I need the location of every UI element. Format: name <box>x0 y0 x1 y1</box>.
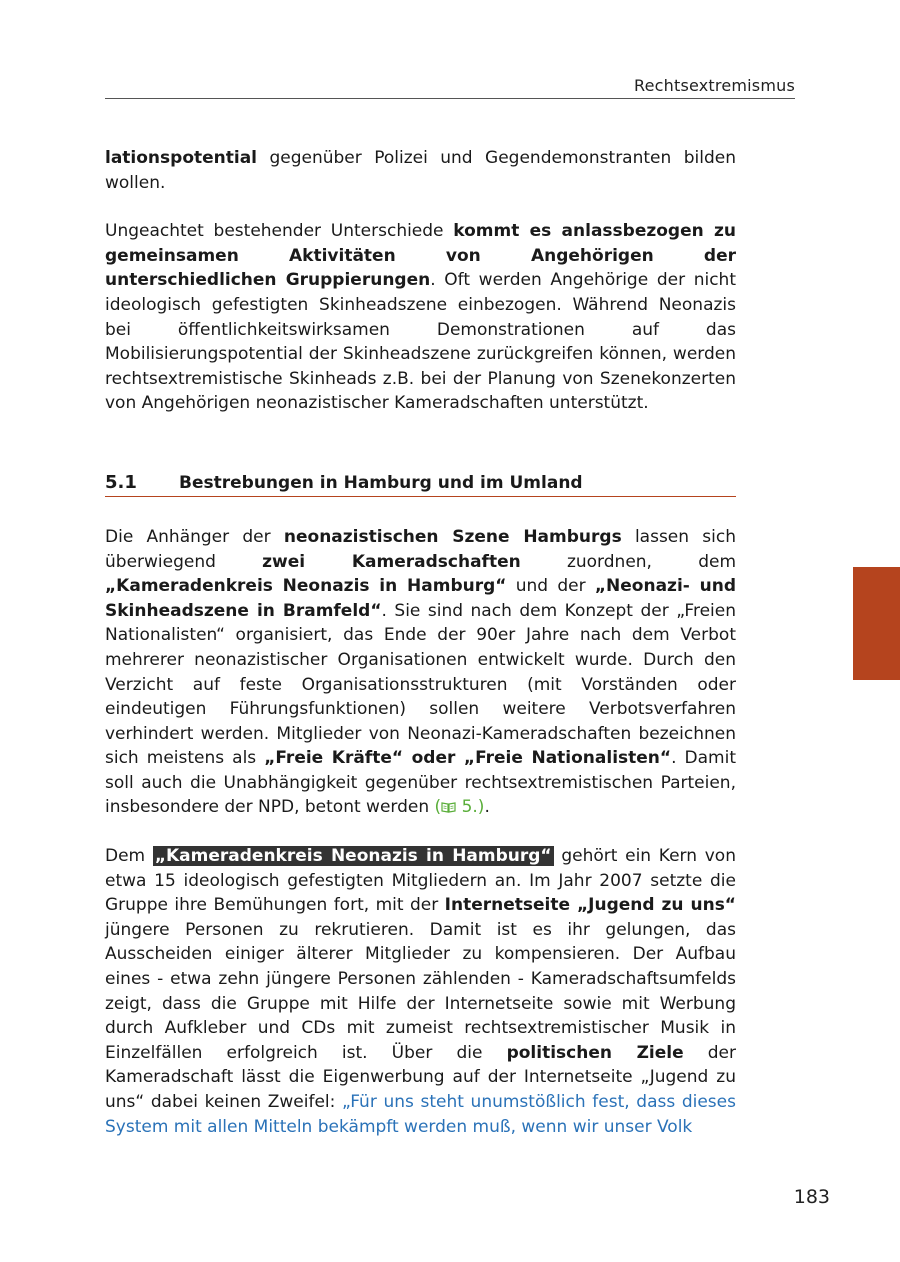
reference-open: ( <box>434 797 442 818</box>
paragraph-text: Dem <box>105 846 153 867</box>
paragraph <box>105 146 736 195</box>
quotation: „Für uns steht unumstößlich fest, dass dieses System mit allen Mitteln bekämpft werden muß, wenn wir unser Volk <box>105 1092 736 1137</box>
highlighted-term: „Kameradenkreis Neonazis in Hamburg“ <box>154 846 552 867</box>
section-number: 5.1 <box>105 471 137 493</box>
paragraph-text: Ungeachtet bestehender Unterschiede <box>105 221 454 242</box>
section-heading <box>105 472 736 497</box>
paragraph <box>105 844 736 1139</box>
paragraph-text: jüngere Personen zu rekrutieren. Damit ist es ihr gelungen, das Ausscheiden einiger älterer Mitglieder zu kompensieren. Der Aufbau eines - etwa zehn jüngere Personen zählenden - Kameradschaftsumfelds zeigt, dass die Gruppe mit Hilfe der Internetseite sowie mit Werbung durch Aufkleber und CDs mit zumeist rechtsextremistischer Musik in Einzelfällen erfolgreich ist. Über die <box>105 919 736 1063</box>
paragraph-text: . Damit soll auch die Unabhängigkeit gegenüber rechtsextremistischen Parteien, insbesondere der NPD, betont werden <box>105 748 737 818</box>
paragraph-text: der Kameradschaft lässt die Eigenwerbung auf der Internetseite „Jugend zu uns“ dabei keinen Zweifel: <box>105 1042 736 1112</box>
bold-text: zwei Kameradschaften <box>262 551 521 572</box>
bold-text: Internetseite „Jugend zu uns“ <box>444 895 736 916</box>
chapter-side-tab <box>853 567 900 680</box>
paragraph-text: . <box>484 797 490 818</box>
bold-text: „Kameradenkreis Neonazis in Hamburg“ <box>105 576 507 597</box>
header-rule <box>105 98 795 99</box>
paragraph-text: zuordnen, dem <box>520 551 736 572</box>
page-content <box>105 146 736 1139</box>
book-icon <box>441 801 456 813</box>
bold-text: lationspotential <box>105 148 258 168</box>
paragraph-text: und der <box>506 576 595 597</box>
reference-text: 5.) <box>456 797 485 818</box>
paragraph <box>105 525 736 820</box>
bold-text: „Neonazi- und Skinheadszene in Bramfeld“ <box>105 576 736 621</box>
running-header: Rechtsextremismus <box>634 76 795 95</box>
bold-text: „Freie Kräfte“ oder „Freie Nationalisten“ <box>264 748 672 769</box>
chapter-reference-link[interactable] <box>435 797 485 817</box>
paragraph-text: Die Anhänger der <box>105 526 284 547</box>
paragraph-text: lassen sich überwiegend <box>105 526 736 572</box>
paragraph-text: gegenüber Polizei und Gegendemonstranten bilden wollen. <box>105 148 736 193</box>
bold-text: neonazistischen Szene Hamburgs <box>283 526 622 547</box>
paragraph-text: . Oft werden Angehörige der nicht ideologisch gefestigten Skinheadszene einbezogen. Während Neonazis bei öffentlichkeitswirksamen Demonstrationen auf das Mobilisierungspotential der Skinheadszene zurückgreifen können, werden rechtsextremistische Skinheads z.B. bei der Planung von Szenekonzerten von Angehörigen neonazistischer Kameradschaften unterstützt. <box>105 270 736 414</box>
bold-text: politischen Ziele <box>506 1042 684 1063</box>
paragraph-text: gehört ein Kern von etwa 15 ideologisch gefestigten Mitgliedern an. Im Jahr 2007 setzte die Gruppe ihre Bemühungen fort, mit der <box>105 846 736 916</box>
page-number: 183 <box>793 1186 830 1208</box>
paragraph <box>105 219 736 416</box>
section-title: Bestrebungen in Hamburg und im Umland <box>179 472 583 493</box>
bold-text: kommt es anlassbezogen zu gemeinsamen Aktivitäten von Angehörigen der unterschiedlichen Gruppierungen <box>105 221 736 291</box>
paragraph-text: . Sie sind nach dem Konzept der „Freien Nationalisten“ organisiert, das Ende der 90er Jahre nach dem Verbot mehrerer neonazistischer Organisationen entwickelt wurde. Durch den Verzicht auf feste Organisationsstrukturen (mit Vorständen oder eindeutigen Führungsfunktionen) sollen weitere Verbotsverfahren verhindert werden. Mitglieder von Neonazi-Kameradschaften bezeichnen sich meistens als <box>105 600 736 769</box>
